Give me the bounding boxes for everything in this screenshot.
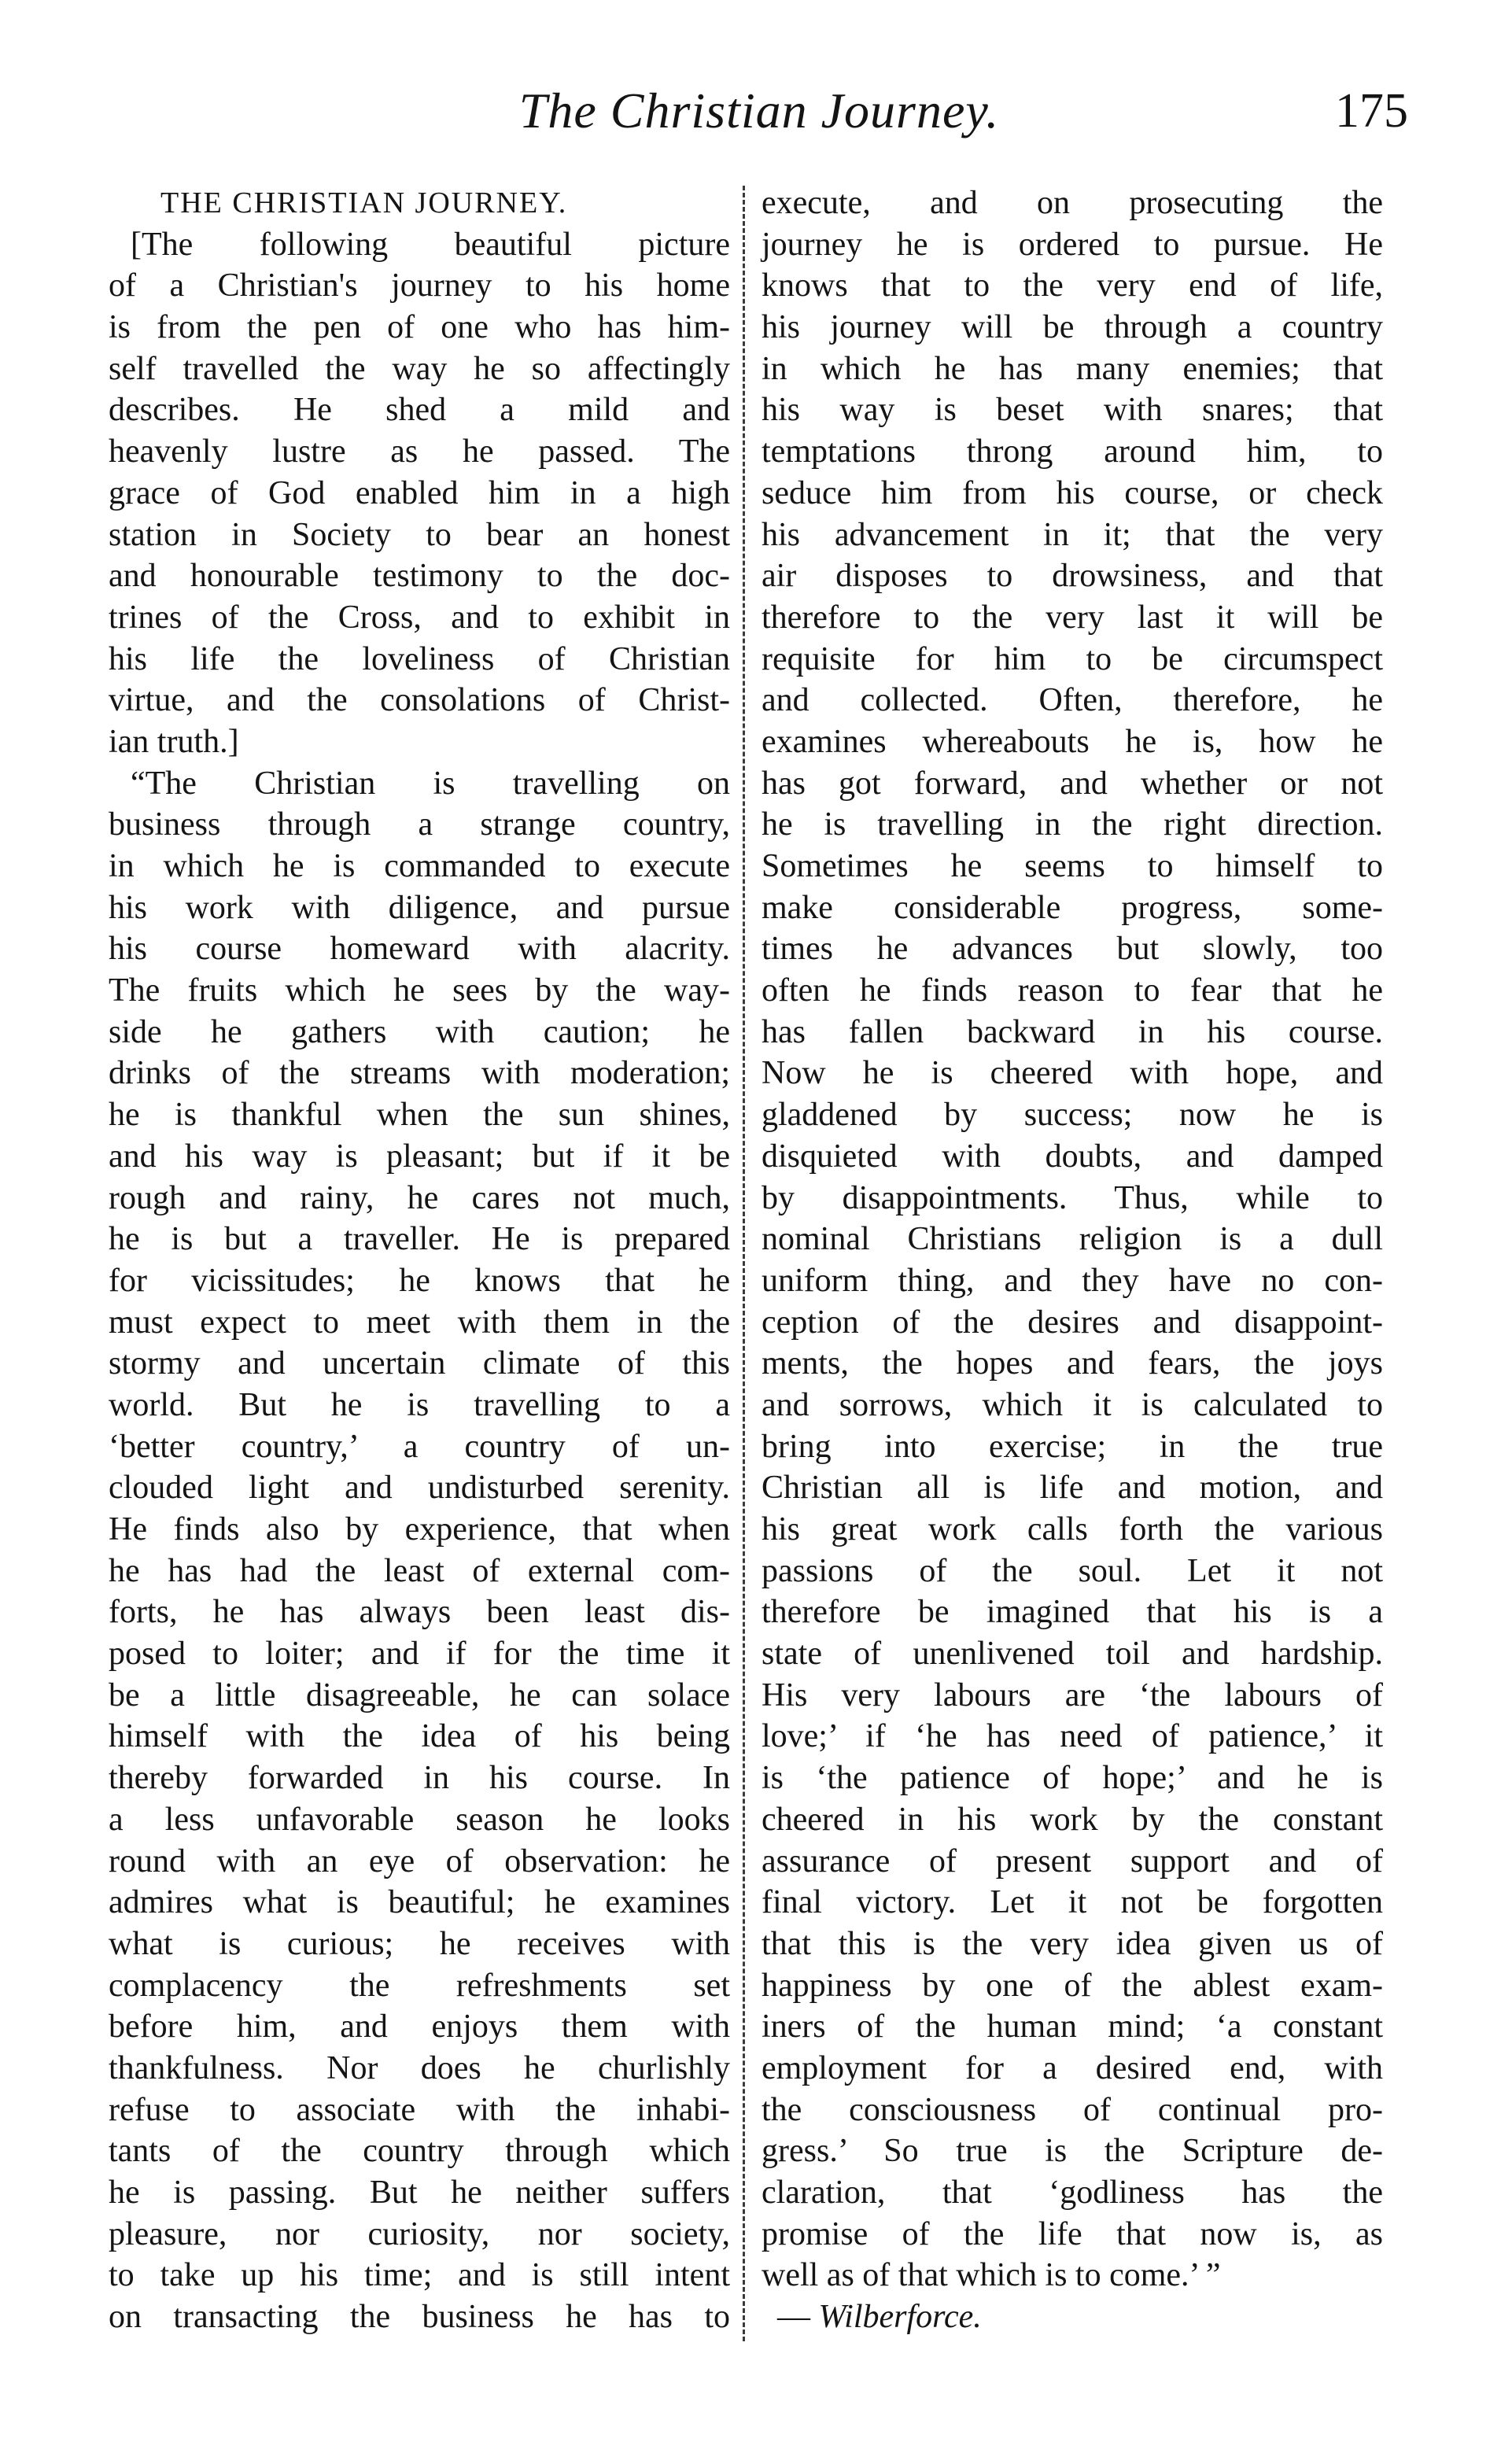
text-line: claration, that ‘godliness has the — [762, 2175, 1383, 2211]
text-line: trines of the Cross, and to exhibit in — [109, 599, 730, 636]
text-line: ‘better country,’ a country of un- — [109, 1428, 730, 1465]
text-line: round with an eye of observation: he — [109, 1843, 730, 1879]
text-line: his journey will be through a country — [762, 309, 1383, 346]
text-line: his advancement in it; that the very — [762, 516, 1383, 553]
text-line: he has had the least of external com- — [109, 1552, 730, 1589]
text-line: self travelled the way he so affectingly — [109, 350, 730, 387]
text-line: He finds also by experience, that when — [109, 1511, 730, 1547]
text-line: drinks of the streams with moderation; — [109, 1055, 730, 1092]
text-line: state of unenlivened toil and hardship. — [762, 1636, 1383, 1673]
text-line: ments, the hopes and fears, the joys — [762, 1345, 1383, 1382]
text-line: grace of God enabled him in a high — [109, 474, 730, 511]
text-line: make considerable progress, some- — [762, 889, 1383, 926]
text-line: The fruits which he sees by the way- — [109, 972, 730, 1009]
text-line: by disappointments. Thus, while to — [762, 1179, 1383, 1216]
running-title: The Christian Journey. — [518, 83, 1000, 138]
text-line: station in Society to bear an honest — [109, 516, 730, 553]
text-line: himself with the idea of his being — [109, 1718, 730, 1755]
text-line: therefore to the very last it will be — [762, 599, 1383, 636]
text-line: promise of the life that now is, as — [762, 2215, 1383, 2252]
text-line: of a Christian's journey to his home — [109, 267, 730, 304]
text-line: heavenly lustre as he passed. The — [109, 433, 730, 470]
text-line: for vicissitudes; he knows that he — [109, 1262, 730, 1299]
text-line: his way is beset with snares; that — [762, 392, 1383, 429]
text-line: Now he is cheered with hope, and — [762, 1055, 1383, 1092]
text-line: what is curious; he receives with — [109, 1925, 730, 1962]
text-line: his work with diligence, and pursue — [109, 889, 730, 926]
text-line: His very labours are ‘the labours of — [762, 1677, 1383, 1713]
text-line: requisite for him to be circumspect — [762, 640, 1383, 677]
text-line: ception of the desires and disappoint- — [762, 1304, 1383, 1341]
text-line: his course homeward with alacrity. — [109, 931, 730, 968]
text-line: and his way is pleasant; but if it be — [109, 1138, 730, 1175]
text-line: seduce him from his course, or check — [762, 474, 1383, 511]
text-line: his life the loveliness of Christian — [109, 640, 730, 677]
text-line: virtue, and the consolations of Christ- — [109, 682, 730, 719]
text-line: is ‘the patience of hope;’ and he is — [762, 1760, 1383, 1797]
text-line: and collected. Often, therefore, he — [762, 682, 1383, 719]
text-line: often he finds reason to fear that he — [762, 972, 1383, 1009]
text-line: posed to loiter; and if for the time it — [109, 1636, 730, 1673]
article-heading: THE CHRISTIAN JOURNEY. — [160, 186, 568, 219]
text-line: a less unfavorable season he looks — [109, 1801, 730, 1838]
text-line: and honourable testimony to the doc- — [109, 558, 730, 595]
text-line: cheered in his work by the constant — [762, 1801, 1383, 1838]
text-line: love;’ if ‘he has need of patience,’ it — [762, 1718, 1383, 1755]
signature-dash: — — [777, 2299, 810, 2336]
text-line: happiness by one of the ablest exam- — [762, 1967, 1383, 2004]
text-line: before him, and enjoys them with — [109, 2009, 730, 2045]
signature — [762, 2296, 1383, 2338]
page-number: 175 — [1335, 84, 1408, 138]
signature-author: Wilberforce. — [818, 2299, 982, 2336]
text-line: and sorrows, which it is calculated to — [762, 1386, 1383, 1423]
text-line: “The Christian is travelling on — [131, 765, 730, 802]
text-line: thereby forwarded in his course. In — [109, 1760, 730, 1797]
text-line: bring into exercise; in the true — [762, 1428, 1383, 1465]
text-line: on transacting the business he has to — [109, 2299, 730, 2336]
text-line: in which he has many enemies; that — [762, 350, 1383, 387]
text-line: disquieted with doubts, and damped — [762, 1138, 1383, 1175]
text-line: [The following beautiful picture — [131, 226, 730, 263]
text-line: passions of the soul. Let it not — [762, 1552, 1383, 1589]
text-line: execute, and on prosecuting the — [762, 185, 1383, 221]
text-line: Sometimes he seems to himself to — [762, 848, 1383, 884]
text-line: must expect to meet with them in the — [109, 1304, 730, 1341]
text-line: gress.’ So true is the Scripture de- — [762, 2133, 1383, 2170]
text-line: journey he is ordered to pursue. He — [762, 226, 1383, 263]
text-line: has got forward, and whether or not — [762, 765, 1383, 802]
text-line: he is travelling in the right direction. — [762, 806, 1383, 843]
text-line: examines whereabouts he is, how he — [762, 723, 1383, 760]
left-column — [109, 183, 730, 2338]
text-line: forts, he has always been least dis- — [109, 1594, 730, 1631]
text-line: uniform thing, and they have no con- — [762, 1262, 1383, 1299]
right-column — [762, 183, 1383, 2338]
text-line: business through a strange country, — [109, 806, 730, 843]
text-line: that this is the very idea given us of — [762, 1925, 1383, 1962]
text-line: temptations throng around him, to — [762, 433, 1383, 470]
text-line: ian truth.] — [109, 723, 239, 760]
text-line: has fallen backward in his course. — [762, 1013, 1383, 1050]
text-line: iners of the human mind; ‘a constant — [762, 2009, 1383, 2045]
text-line: rough and rainy, he cares not much, — [109, 1179, 730, 1216]
text-line: employment for a desired end, with — [762, 2049, 1383, 2086]
text-line: well as of that which is to come.’ ” — [762, 2257, 1221, 2294]
text-line: refuse to associate with the inhabi- — [109, 2091, 730, 2128]
text-line: nominal Christians religion is a dull — [762, 1221, 1383, 1258]
text-line: his great work calls forth the various — [762, 1511, 1383, 1547]
text-line: knows that to the very end of life, — [762, 267, 1383, 304]
text-line: therefore be imagined that his is a — [762, 1594, 1383, 1631]
text-line: final victory. Let it not be forgotten — [762, 1884, 1383, 1921]
text-line: is from the pen of one who has him- — [109, 309, 730, 346]
running-head — [110, 76, 1408, 146]
column-rule — [743, 186, 745, 2341]
text-line: to take up his time; and is still intent — [109, 2257, 730, 2294]
text-line: gladdened by success; now he is — [762, 1097, 1383, 1134]
text-line: assurance of present support and of — [762, 1843, 1383, 1879]
text-line: air disposes to drowsiness, and that — [762, 558, 1383, 595]
text-line: Christian all is life and motion, and — [762, 1470, 1383, 1507]
text-line: the consciousness of continual pro- — [762, 2091, 1383, 2128]
text-line: times he advances but slowly, too — [762, 931, 1383, 968]
text-line: he is passing. But he neither suffers — [109, 2175, 730, 2211]
text-line: stormy and uncertain climate of this — [109, 1345, 730, 1382]
text-line: admires what is beautiful; he examines — [109, 1884, 730, 1921]
text-line: world. But he is travelling to a — [109, 1386, 730, 1423]
text-line: he is but a traveller. He is prepared — [109, 1221, 730, 1258]
text-line: thankfulness. Nor does he churlishly — [109, 2049, 730, 2086]
text-line: clouded light and undisturbed serenity. — [109, 1470, 730, 1507]
text-line: complacency the refreshments set — [109, 1967, 730, 2004]
text-line: pleasure, nor curiosity, nor society, — [109, 2215, 730, 2252]
text-line: he is thankful when the sun shines, — [109, 1097, 730, 1134]
text-line: tants of the country through which — [109, 2133, 730, 2170]
text-line: be a little disagreeable, he can solace — [109, 1677, 730, 1713]
text-line: side he gathers with caution; he — [109, 1013, 730, 1050]
text-line: describes. He shed a mild and — [109, 392, 730, 429]
text-line: in which he is commanded to execute — [109, 848, 730, 884]
